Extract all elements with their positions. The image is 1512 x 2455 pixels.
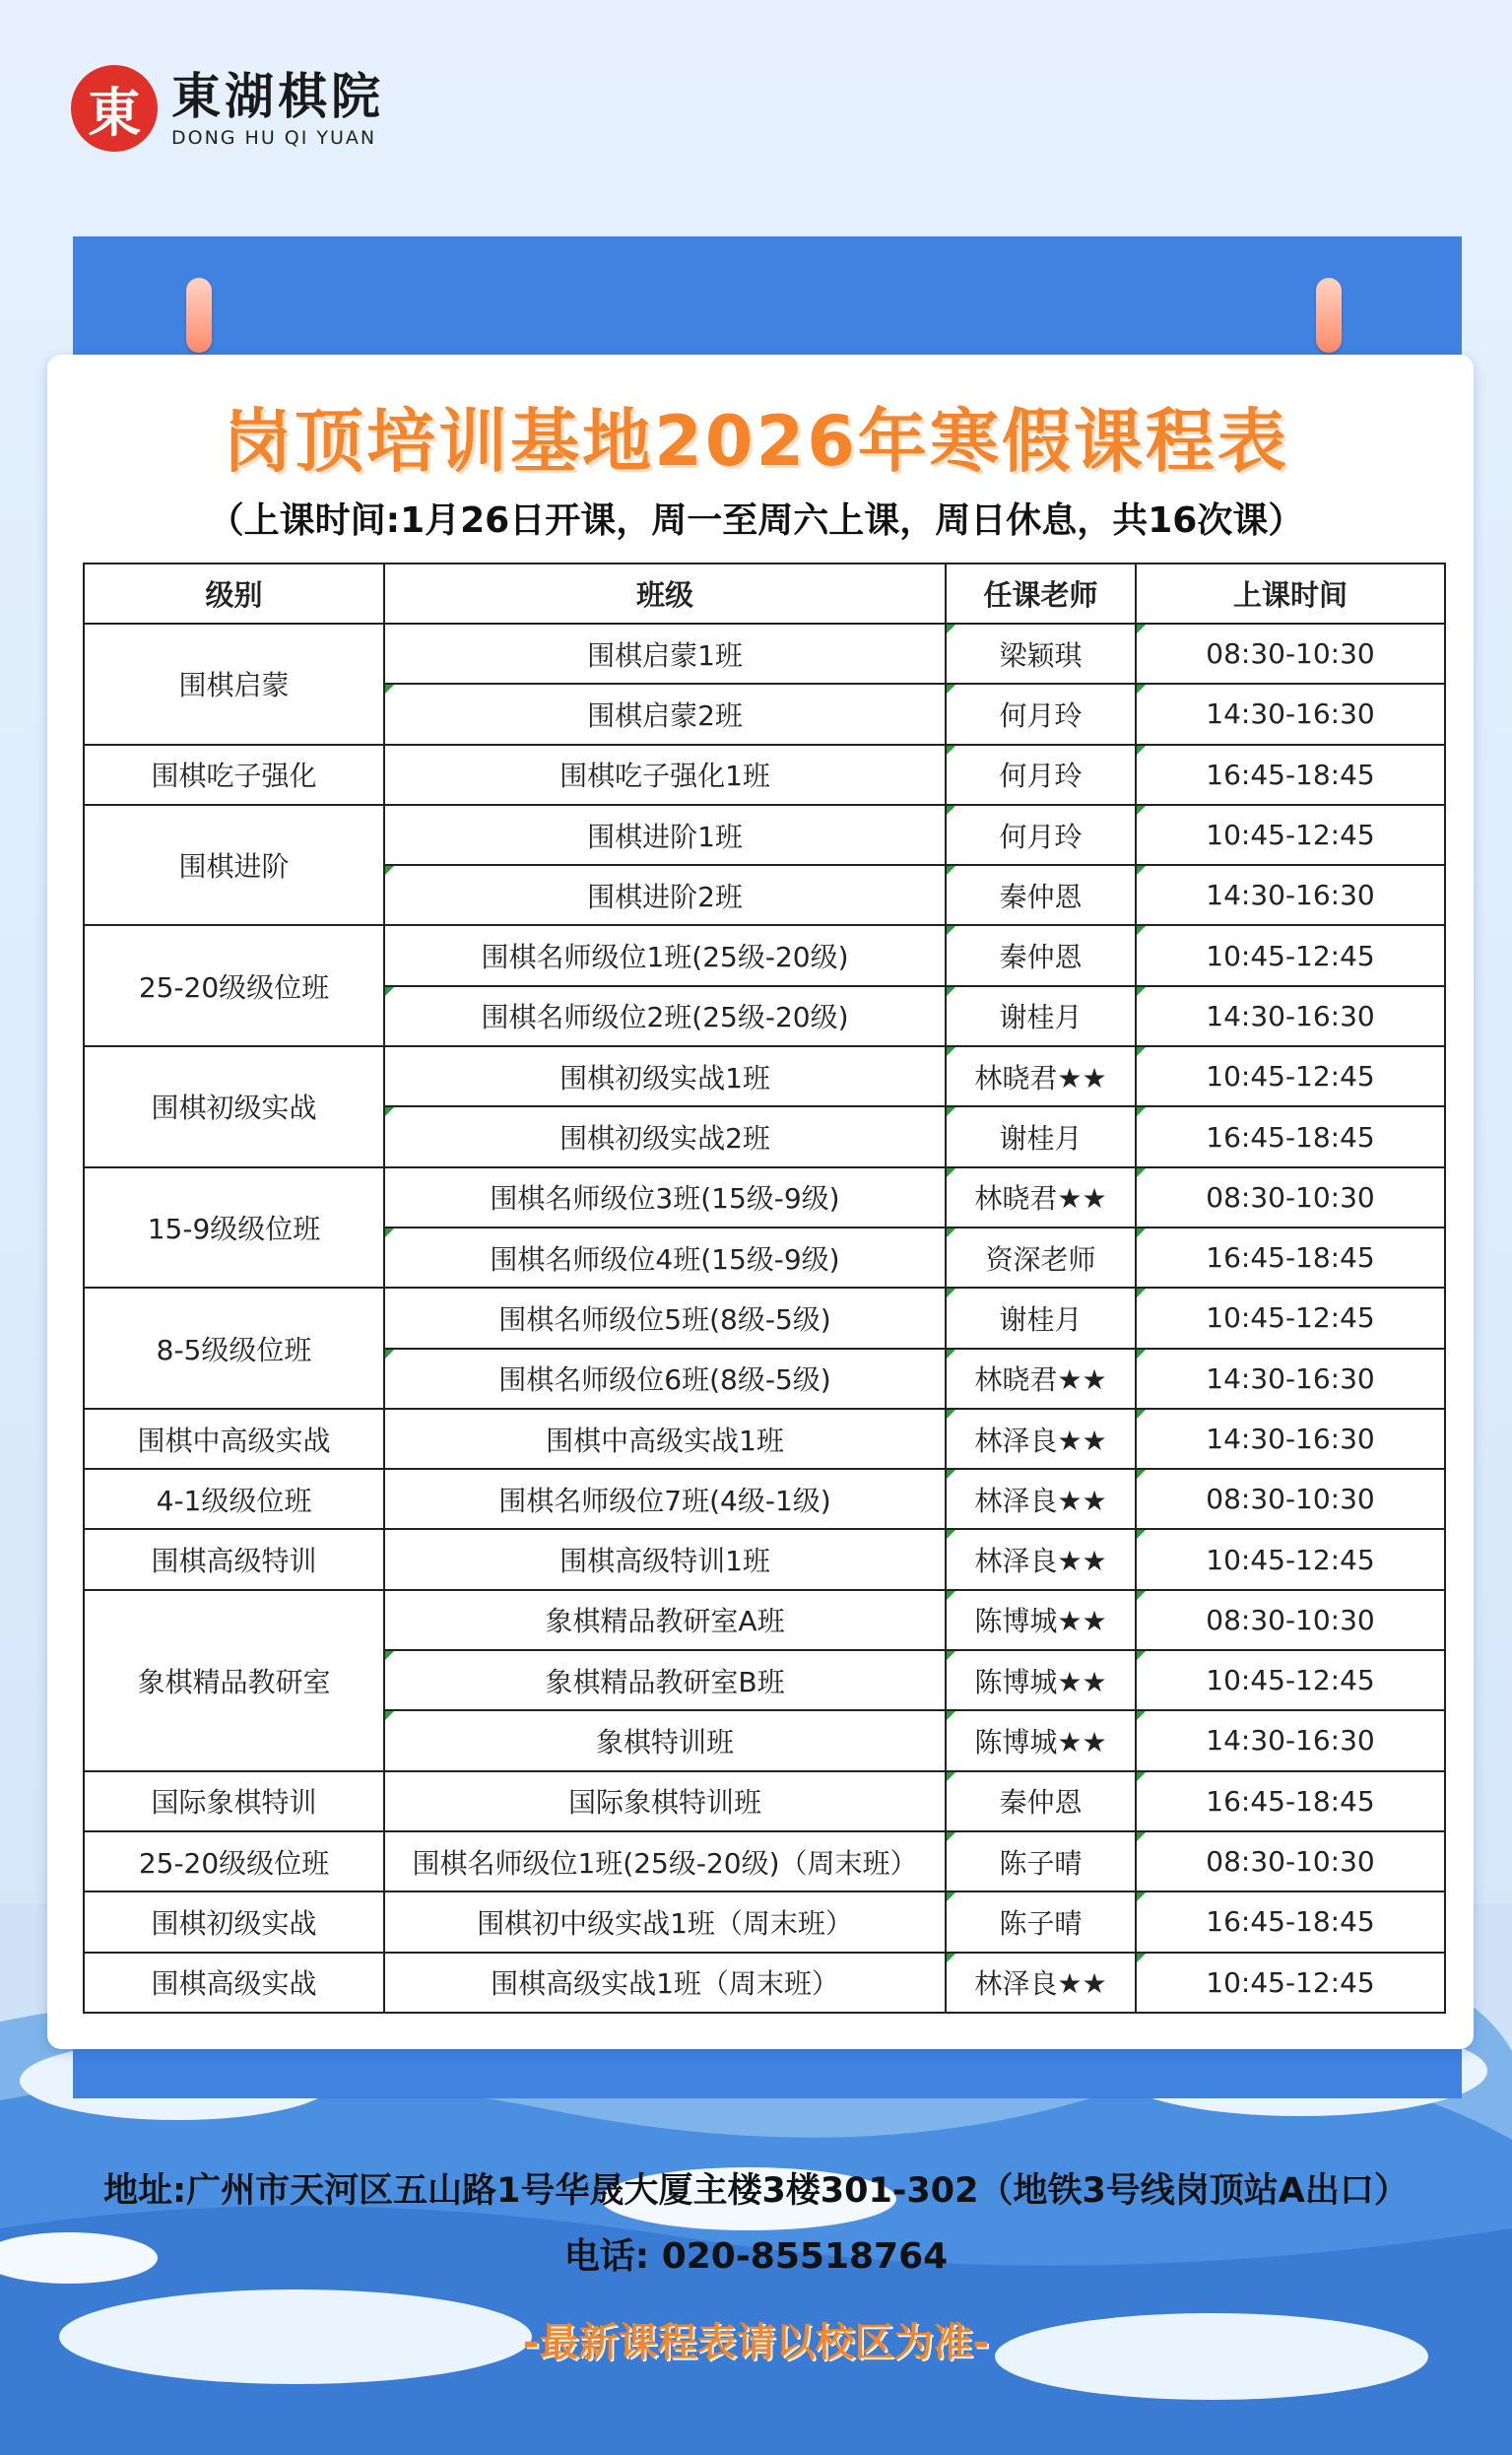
- cell-time: 16:45-18:45: [1136, 1106, 1445, 1166]
- brand-name-en: DONG HU QI YUAN: [171, 127, 377, 149]
- table-row: [84, 624, 1445, 684]
- cell-class: 围棋名师级位3班(15级-9级): [384, 1167, 946, 1228]
- table-row: [84, 1953, 1445, 2013]
- table-row: [84, 1529, 1445, 1589]
- cell-teacher: 林泽良★★: [946, 1953, 1136, 2013]
- cell-class: 围棋启蒙2班: [384, 684, 946, 744]
- binder-ring-right: [1316, 278, 1342, 353]
- cell-class: 围棋初级实战2班: [384, 1106, 946, 1166]
- schedule-table: [83, 563, 1446, 2014]
- brand-name-cn: 東湖棋院: [171, 67, 384, 125]
- cell-level: 象棋精品教研室: [84, 1590, 384, 1771]
- cell-teacher: 陈博城★★: [946, 1650, 1136, 1710]
- footer-phone: 电话: 020-85518764: [563, 2236, 949, 2277]
- cell-teacher: 何月玲: [946, 745, 1136, 805]
- cell-class: 围棋初中级实战1班（周末班）: [384, 1891, 946, 1952]
- table-row: [84, 805, 1445, 865]
- cell-level: 围棋初级实战: [84, 1891, 384, 1952]
- cell-time: 08:30-10:30: [1136, 1831, 1445, 1891]
- cell-teacher: 陈子晴: [946, 1831, 1136, 1891]
- cell-level: 国际象棋特训: [84, 1771, 384, 1831]
- table-header-row: [84, 564, 1445, 624]
- table-row: [84, 1288, 1445, 1348]
- cell-teacher: 陈博城★★: [946, 1590, 1136, 1650]
- cell-class: 围棋进阶2班: [384, 865, 946, 925]
- cell-level: 围棋进阶: [84, 805, 384, 926]
- cell-class: 围棋名师级位1班(25级-20级)（周末班）: [384, 1831, 946, 1891]
- cell-teacher: 秦仲恩: [946, 925, 1136, 985]
- cell-time: 14:30-16:30: [1136, 1710, 1445, 1770]
- cell-time: 08:30-10:30: [1136, 1469, 1445, 1529]
- cell-time: 14:30-16:30: [1136, 1409, 1445, 1469]
- cell-teacher: 林晓君★★: [946, 1046, 1136, 1106]
- cell-class: 围棋进阶1班: [384, 805, 946, 865]
- cell-time: 10:45-12:45: [1136, 1046, 1445, 1106]
- binder-ring-left: [186, 278, 212, 353]
- cell-teacher: 林泽良★★: [946, 1469, 1136, 1529]
- cell-class: 围棋名师级位7班(4级-1级): [384, 1469, 946, 1529]
- cell-time: 16:45-18:45: [1136, 1771, 1445, 1831]
- header-teacher: 任课老师: [946, 564, 1136, 624]
- cell-teacher: 林泽良★★: [946, 1409, 1136, 1469]
- cell-teacher: 谢桂月: [946, 1288, 1136, 1348]
- page-title: 岗顶培训基地2026年寒假课程表: [223, 401, 1289, 482]
- table-row: [84, 925, 1445, 985]
- cell-teacher: 何月玲: [946, 805, 1136, 865]
- table-row: [84, 1891, 1445, 1952]
- cell-level: 围棋中高级实战: [84, 1409, 384, 1469]
- logo-text: [171, 68, 384, 149]
- cell-level: 25-20级级位班: [84, 1831, 384, 1891]
- table-row: [84, 1771, 1445, 1831]
- cell-time: 14:30-16:30: [1136, 986, 1445, 1046]
- cell-time: 14:30-16:30: [1136, 1349, 1445, 1409]
- cell-level: 围棋初级实战: [84, 1046, 384, 1167]
- cell-class: 围棋名师级位4班(15级-9级): [384, 1228, 946, 1288]
- cell-class: 象棋精品教研室A班: [384, 1590, 946, 1650]
- cell-class: 象棋精品教研室B班: [384, 1650, 946, 1710]
- table-row: [84, 1831, 1445, 1891]
- cell-level: 围棋吃子强化: [84, 745, 384, 805]
- cell-teacher: 陈子晴: [946, 1891, 1136, 1952]
- cell-time: 16:45-18:45: [1136, 745, 1445, 805]
- cell-time: 10:45-12:45: [1136, 805, 1445, 865]
- cell-teacher: 谢桂月: [946, 1106, 1136, 1166]
- cell-teacher: 谢桂月: [946, 986, 1136, 1046]
- cell-teacher: 资深老师: [946, 1228, 1136, 1288]
- cell-class: 象棋特训班: [384, 1710, 946, 1770]
- cell-class: 围棋名师级位1班(25级-20级): [384, 925, 946, 985]
- cell-time: 10:45-12:45: [1136, 925, 1445, 985]
- cell-time: 14:30-16:30: [1136, 684, 1445, 744]
- cell-teacher: 秦仲恩: [946, 1771, 1136, 1831]
- cell-level: 25-20级级位班: [84, 925, 384, 1046]
- cell-class: 围棋名师级位5班(8级-5级): [384, 1288, 946, 1348]
- table-body: [84, 624, 1445, 2013]
- logo-mark-icon: 東: [71, 65, 158, 152]
- cell-level: 围棋高级实战: [84, 1953, 384, 2013]
- cell-teacher: 林泽良★★: [946, 1529, 1136, 1589]
- brand-logo: [71, 65, 384, 152]
- cell-class: 围棋初级实战1班: [384, 1046, 946, 1106]
- cell-time: 08:30-10:30: [1136, 1590, 1445, 1650]
- cell-teacher: 何月玲: [946, 684, 1136, 744]
- cell-teacher: 陈博城★★: [946, 1710, 1136, 1770]
- page-subtitle: （上课时间:1月26日开课，周一至周六上课，周日休息，共16次课）: [208, 500, 1304, 541]
- cell-level: 8-5级级位班: [84, 1288, 384, 1409]
- cell-teacher: 秦仲恩: [946, 865, 1136, 925]
- cell-time: 16:45-18:45: [1136, 1228, 1445, 1288]
- table-row: [84, 1167, 1445, 1228]
- cell-level: 围棋高级特训: [84, 1529, 384, 1589]
- cell-time: 08:30-10:30: [1136, 624, 1445, 684]
- cell-class: 围棋高级实战1班（周末班）: [384, 1953, 946, 2013]
- header-time: 上课时间: [1136, 564, 1445, 624]
- cell-teacher: 林晓君★★: [946, 1167, 1136, 1228]
- cell-time: 08:30-10:30: [1136, 1167, 1445, 1228]
- cell-class: 围棋名师级位6班(8级-5级): [384, 1349, 946, 1409]
- table-row: [84, 1409, 1445, 1469]
- cell-class: 围棋名师级位2班(25级-20级): [384, 986, 946, 1046]
- header-class: 班级: [384, 564, 946, 624]
- cell-class: 国际象棋特训班: [384, 1771, 946, 1831]
- table-row: [84, 745, 1445, 805]
- cell-time: 14:30-16:30: [1136, 865, 1445, 925]
- table-row: [84, 1590, 1445, 1650]
- cell-teacher: 林晓君★★: [946, 1349, 1136, 1409]
- cell-class: 围棋中高级实战1班: [384, 1409, 946, 1469]
- cell-level: 围棋启蒙: [84, 624, 384, 745]
- footer-note: -最新课程表请以校区为准-: [522, 2320, 990, 2365]
- cell-class: 围棋高级特训1班: [384, 1529, 946, 1589]
- cell-time: 10:45-12:45: [1136, 1288, 1445, 1348]
- cell-teacher: 梁颖琪: [946, 624, 1136, 684]
- cell-time: 10:45-12:45: [1136, 1650, 1445, 1710]
- cell-time: 10:45-12:45: [1136, 1953, 1445, 2013]
- cell-time: 10:45-12:45: [1136, 1529, 1445, 1589]
- cell-class: 围棋吃子强化1班: [384, 745, 946, 805]
- cell-level: 15-9级级位班: [84, 1167, 384, 1289]
- table-row: [84, 1046, 1445, 1106]
- header-level: 级别: [84, 564, 384, 624]
- table-row: [84, 1469, 1445, 1529]
- cell-class: 围棋启蒙1班: [384, 624, 946, 684]
- cell-time: 16:45-18:45: [1136, 1891, 1445, 1952]
- footer-address: 地址:广州市天河区五山路1号华晟大厦主楼3楼301-302（地铁3号线岗顶站A出口）: [103, 2171, 1409, 2211]
- cell-level: 4-1级级位班: [84, 1469, 384, 1529]
